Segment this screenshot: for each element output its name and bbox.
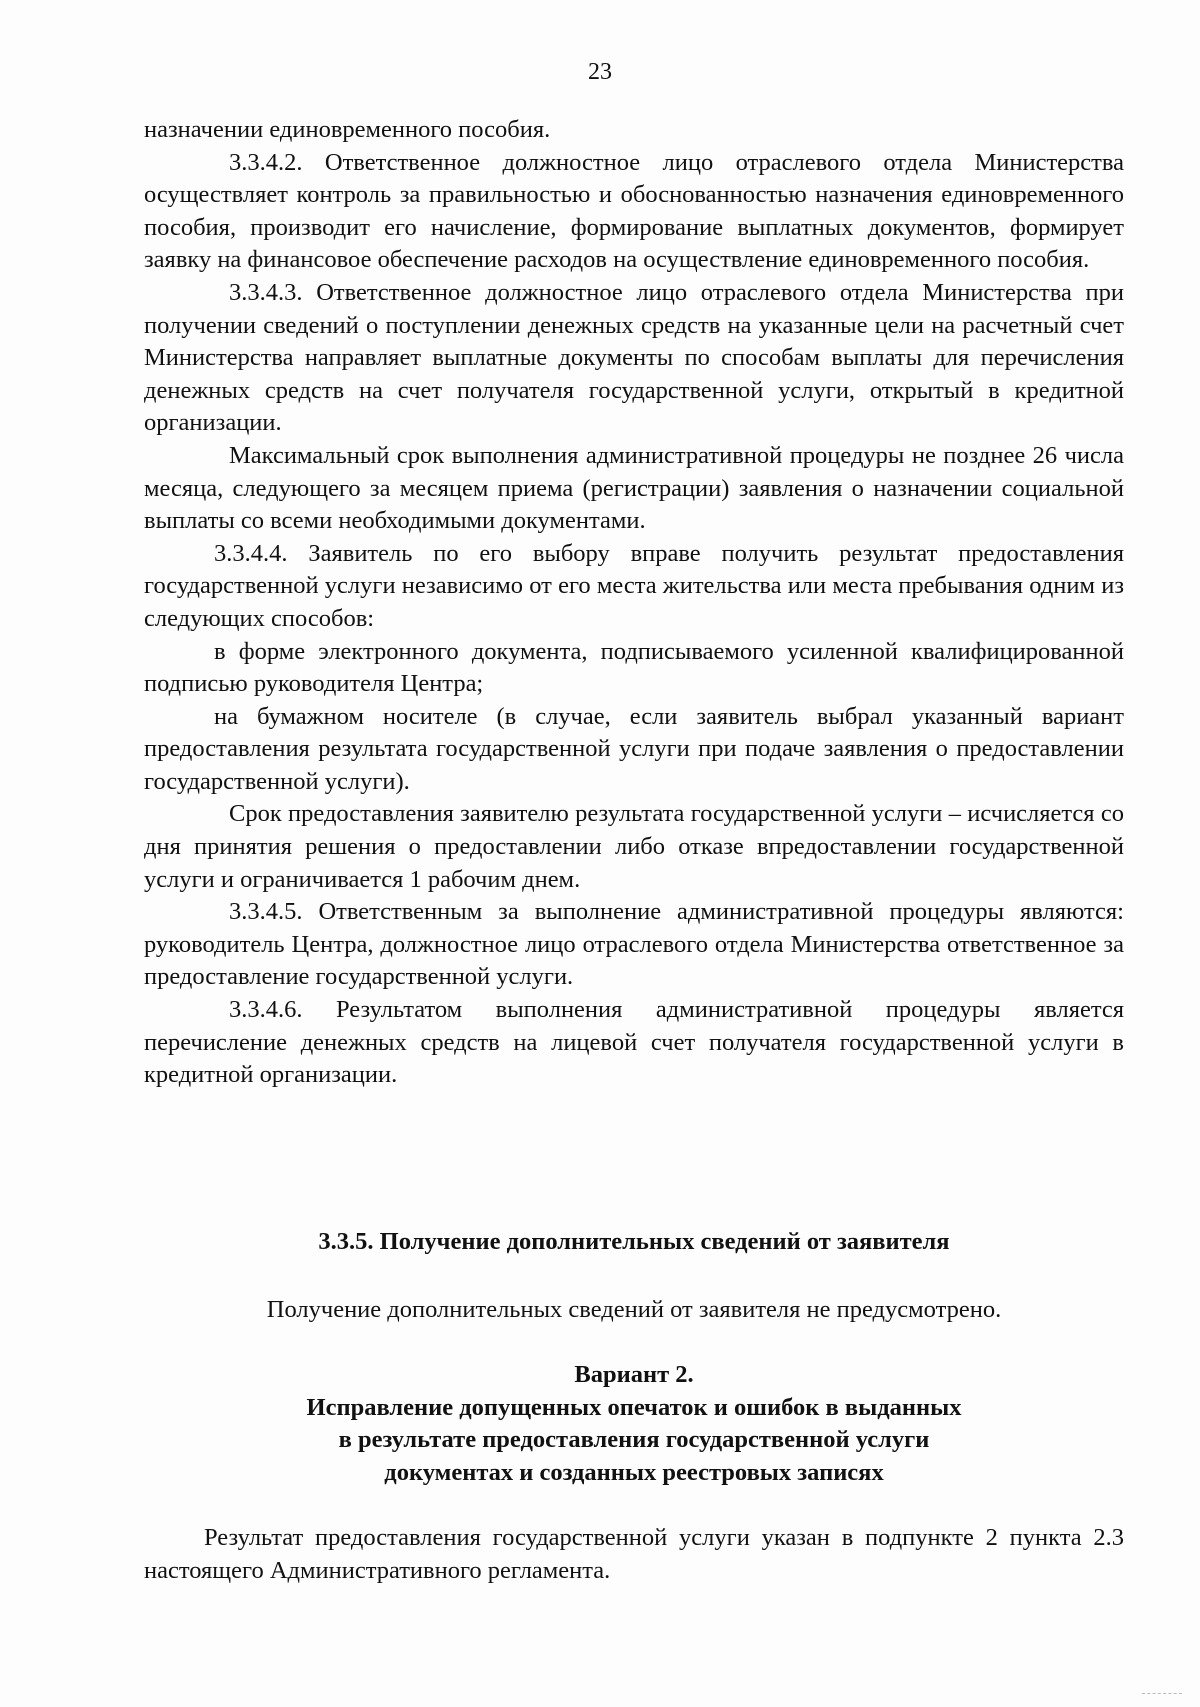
paragraph-max-term: Максимальный срок выполнения административной процедуры не позднее 26 числа месяца, следующего за месяцем приема (регистрации) заявления о назначении социальной выплаты со всеми необходимыми документами. [144, 441, 1124, 535]
paragraph-3-3-4-5: 3.3.4.5. Ответственным за выполнение административной процедуры являются: руководитель Центра, должностное лицо отраслевого отдела Министерства ответственное за предоставление государственной услуги. [144, 898, 1124, 991]
paragraph-3-3-4-2: 3.3.4.2. Ответственное должностное лицо отраслевого отдела Министерства осуществляет контроль за правильностью и обоснованностью назначения единовременного пособия, производит его начисление, формирование выплатных документов, формирует заявку на финансовое обеспечение расходов на осуществление единовременного пособия. [144, 148, 1124, 274]
variant-heading-line: в результате предоставления государственной услуги [338, 1426, 930, 1453]
paragraph-3-3-4-3: 3.3.4.3. Ответственное должностное лицо отраслевого отдела Министерства при получении сведений о поступлении денежных средств на указанные цели на расчетный счет Министерства направляет выплатные документы по способам выплаты для перечисления денежных средств на счет получателя государственной услуги, открытый в кредитной организации. [144, 278, 1124, 437]
paragraph-electronic-form: в форме электронного документа, подписываемого усиленной квалифицированной подписью руководителя Центра; [144, 637, 1124, 698]
paragraph-3-3-4-6: 3.3.4.6. Результатом выполнения административной процедуры является перечисление денежных средств на лицевой счет получателя государственной услуги в кредитной организации. [144, 996, 1124, 1089]
section-note: Получение дополнительных сведений от заявителя не предусмотрено. [266, 1296, 1002, 1323]
document-body [144, 114, 1124, 1092]
paragraph-3-3-4-4: 3.3.4.4. Заявитель по его выбору вправе получить результат предоставления государственной услуги независимо от его места жительства или места пребывания одним из следующих способов: [144, 539, 1124, 632]
variant-heading-line: документах и созданных реестровых записях [384, 1458, 884, 1486]
variant-heading-line: Исправление допущенных опечаток и ошибок в выданных [306, 1393, 962, 1421]
paragraph-paper-form: на бумажном носителе (в случае, если заявитель выбрал указанный вариант предоставления результата государственной услуги при подаче заявления о предоставлении государственной услуги). [144, 702, 1124, 795]
paragraph-result-term: Срок предоставления заявителю результата государственной услуги – исчисляется со дня принятия решения о предоставлении либо отказе впредоставлении государственной услуги и ограничивается 1 рабочим днем. [144, 800, 1124, 893]
variant-heading [144, 1359, 1124, 1489]
scan-artifact [1142, 1693, 1182, 1697]
section-heading-3-3-5: 3.3.5. Получение дополнительных сведений от заявителя [318, 1228, 950, 1255]
variant-title: Вариант 2. [574, 1361, 694, 1388]
result-paragraph: Результат предоставления государственной услуги указан в подпункте 2 пункта 2.3 настоящего Административного регламента. [144, 1524, 1124, 1584]
page-number: 23 [588, 59, 612, 85]
paragraph-continuation: назначении единовременного пособия. [144, 116, 551, 143]
